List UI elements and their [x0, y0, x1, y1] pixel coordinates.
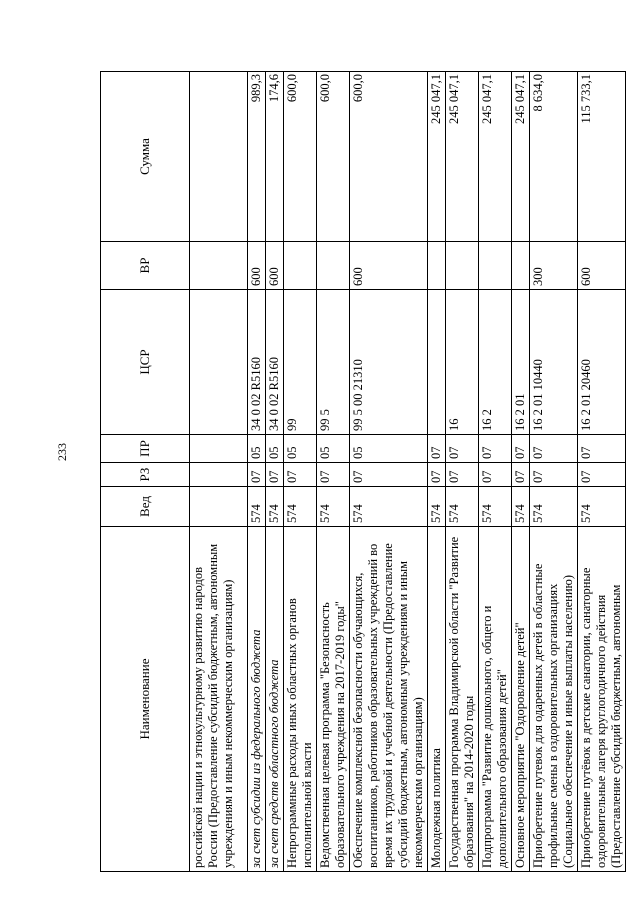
cell-csr: 34 0 02 R5160 [266, 290, 284, 435]
cell-ved: 574 [512, 487, 530, 527]
cell-sum: 600,0 [350, 72, 428, 242]
cell-rz: 07 [512, 463, 530, 487]
table-row [512, 72, 530, 872]
cell-vr: 300 [530, 242, 578, 290]
table-row [266, 72, 284, 872]
header-row [101, 72, 190, 872]
document-page [100, 72, 623, 872]
cell-vr [512, 242, 530, 290]
page-number: 233 [55, 443, 69, 461]
cell-csr: 99 [284, 290, 317, 435]
cell-ved: 574 [530, 487, 578, 527]
cell-csr: 16 [446, 290, 479, 435]
cell-name: за счет средств областного бюджета [266, 527, 284, 872]
cell-vr [190, 242, 248, 290]
cell-name: Обеспечение комплексной безопасности обучающихся, воспитанников, работников образовательных учреждений во время их трудовой и учебной деятельности (Предоставление субсидий бюджетным, автономным учреждениям и иным некоммерческим организациям) [350, 527, 428, 872]
table-row [446, 72, 479, 872]
cell-sum: 174,6 [266, 72, 284, 242]
table-row [578, 72, 626, 872]
cell-pr: 07 [512, 435, 530, 463]
table-row [284, 72, 317, 872]
header-ved: Вед [101, 487, 190, 527]
cell-rz [190, 463, 248, 487]
cell-sum [190, 72, 248, 242]
cell-vr: 600 [350, 242, 428, 290]
table-row [479, 72, 512, 872]
cell-csr: 16 2 01 10440 [530, 290, 578, 435]
cell-pr: 07 [479, 435, 512, 463]
cell-vr: 600 [266, 242, 284, 290]
cell-name: Приобретение путевок для одаренных детей в областные профильные смены в оздоровительных организациях (Социальное обеспечение и иные выплаты населению) [530, 527, 578, 872]
cell-rz: 07 [284, 463, 317, 487]
cell-csr: 99 5 00 21310 [350, 290, 428, 435]
cell-csr: 16 2 01 20460 [578, 290, 626, 435]
header-sum: Сумма [101, 72, 190, 242]
cell-vr [428, 242, 446, 290]
cell-vr [284, 242, 317, 290]
cell-rz: 07 [578, 463, 626, 487]
cell-sum: 600,0 [284, 72, 317, 242]
cell-ved: 574 [248, 487, 266, 527]
cell-sum: 115 733,1 [578, 72, 626, 242]
cell-pr: 07 [428, 435, 446, 463]
cell-ved: 574 [317, 487, 350, 527]
cell-rz: 07 [479, 463, 512, 487]
header-rz: РЗ [101, 463, 190, 487]
cell-sum: 245 047,1 [446, 72, 479, 242]
cell-ved: 574 [446, 487, 479, 527]
cell-pr: 05 [317, 435, 350, 463]
header-vr: ВР [101, 242, 190, 290]
cell-vr: 600 [578, 242, 626, 290]
cell-pr: 05 [284, 435, 317, 463]
cell-sum: 989,3 [248, 72, 266, 242]
cell-pr [190, 435, 248, 463]
cell-name: Ведомственная целевая программа "Безопасность образовательного учреждения на 2017-2019 годы" [317, 527, 350, 872]
cell-sum: 600,0 [317, 72, 350, 242]
cell-ved: 574 [578, 487, 626, 527]
budget-table [100, 71, 626, 872]
cell-csr: 16 2 01 [512, 290, 530, 435]
cell-name: Подпрограмма "Развитие дошкольного, общего и дополнительного образования детей" [479, 527, 512, 872]
cell-rz: 07 [428, 463, 446, 487]
cell-pr: 05 [350, 435, 428, 463]
cell-sum: 245 047,1 [512, 72, 530, 242]
cell-csr: 99 5 [317, 290, 350, 435]
cell-rz: 07 [266, 463, 284, 487]
table-row [428, 72, 446, 872]
cell-vr: 600 [248, 242, 266, 290]
cell-name: Непрограммные расходы иных областных органов исполнительной власти [284, 527, 317, 872]
cell-pr: 07 [446, 435, 479, 463]
cell-vr [317, 242, 350, 290]
cell-name: Государственная программа Владимирской области "Развитие образования" на 2014-2020 годы [446, 527, 479, 872]
cell-name: Основное мероприятие "Оздоровление детей" [512, 527, 530, 872]
cell-vr [479, 242, 512, 290]
cell-name: российской нации и этнокультурному развитию народов России (Предоставление субсидий бюджетным, автономным учреждениям и иным некоммерческим организациям) [190, 527, 248, 872]
cell-pr: 05 [266, 435, 284, 463]
cell-rz: 07 [530, 463, 578, 487]
header-name: Наименование [101, 527, 190, 872]
cell-ved: 574 [266, 487, 284, 527]
header-csr: ЦСР [101, 290, 190, 435]
cell-sum: 8 634,0 [530, 72, 578, 242]
cell-csr: 34 0 02 R5160 [248, 290, 266, 435]
rotated-content [100, 72, 623, 872]
cell-ved: 574 [284, 487, 317, 527]
header-pr: ПР [101, 435, 190, 463]
table-row [248, 72, 266, 872]
cell-csr [428, 290, 446, 435]
cell-csr: 16 2 [479, 290, 512, 435]
cell-rz: 07 [446, 463, 479, 487]
cell-name: Молодежная политика [428, 527, 446, 872]
table-row [530, 72, 578, 872]
cell-ved: 574 [428, 487, 446, 527]
cell-csr [190, 290, 248, 435]
cell-vr [446, 242, 479, 290]
cell-pr: 05 [248, 435, 266, 463]
cell-sum: 245 047,1 [479, 72, 512, 242]
cell-rz: 07 [350, 463, 428, 487]
cell-rz: 07 [248, 463, 266, 487]
table-row [317, 72, 350, 872]
cell-ved: 574 [479, 487, 512, 527]
table-row [350, 72, 428, 872]
cell-sum: 245 047,1 [428, 72, 446, 242]
cell-ved [190, 487, 248, 527]
cell-name: за счет субсидии из федерального бюджета [248, 527, 266, 872]
cell-name: Приобретение путёвок в детские санатории, санаторные оздоровительные лагеря круглогодичного действия (Предоставление субсидий бюджетным, автономным [578, 527, 626, 872]
table-row [190, 72, 248, 872]
cell-pr: 07 [530, 435, 578, 463]
cell-rz: 07 [317, 463, 350, 487]
cell-ved: 574 [350, 487, 428, 527]
cell-pr: 07 [578, 435, 626, 463]
